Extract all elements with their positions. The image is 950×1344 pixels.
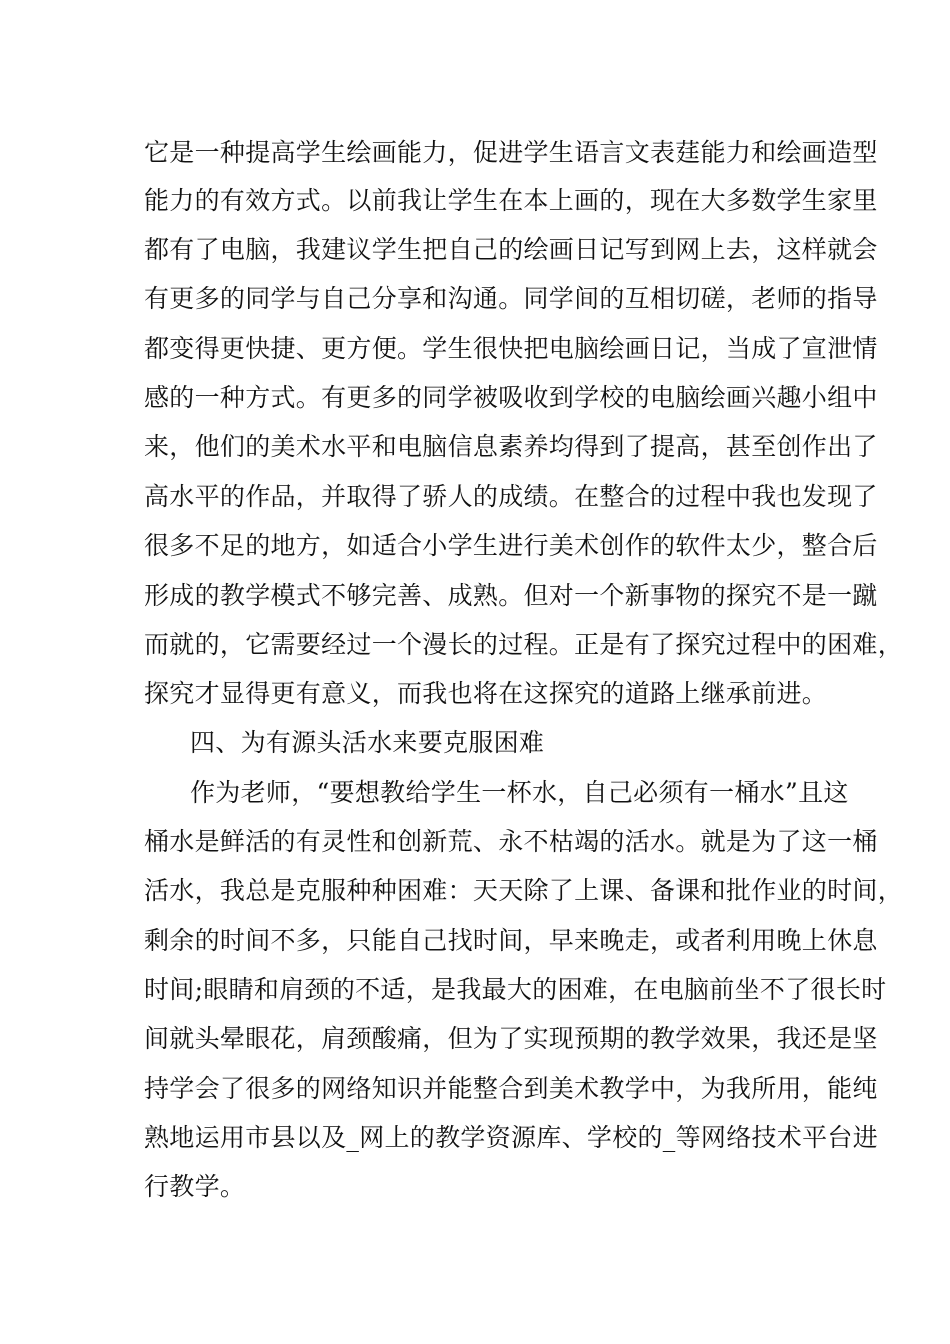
- paragraph-line: 而就的，它需要经过一个漫长的过程。正是有了探究过程中的困难，: [144, 630, 904, 659]
- paragraph-line: 时间;眼睛和肩颈的不适，是我最大的困难，在电脑前坐不了很长时: [144, 975, 887, 1004]
- paragraph-line: 高水平的作品，并取得了骄人的成绩。在整合的过程中我也发现了: [144, 482, 878, 511]
- paragraph-line: 剩余的时间不多，只能自己找时间，早来晚走，或者利用晚上休息: [144, 926, 878, 955]
- paragraph-line: 很多不足的地方，如适合小学生进行美术创作的软件太少，整合后: [144, 531, 878, 560]
- paragraph-line: 间就头晕眼花，肩颈酸痛，但为了实现预期的教学效果，我还是坚: [144, 1024, 878, 1053]
- paragraph-line: 活水，我总是克服种种困难：天天除了上课、备课和批作业的时间，: [144, 876, 904, 905]
- paragraph-line: 熟地运用市县以及_网上的教学资源库、学校的_等网络技术平台进: [144, 1123, 879, 1152]
- paragraph-line: 持学会了很多的网络知识并能整合到美术教学中，为我所用，能纯: [144, 1074, 878, 1103]
- paragraph-line: 它是一种提高学生绘画能力，促进学生语言文表莛能力和绘画造型: [144, 138, 878, 167]
- paragraph-line: 来，他们的美术水平和电脑信息素养均得到了提高，甚至创作出了: [144, 432, 878, 461]
- paragraph-line: 行教学。: [144, 1172, 246, 1201]
- paragraph-line: 形成的教学模式不够完善、成熟。但对一个新事物的探究不是一蹴: [144, 581, 878, 610]
- paragraph-line: 探究才显得更有意义，而我也将在这探究的道路上继承前进。: [144, 679, 828, 708]
- paragraph-line: 能力的有效方式。以前我让学生在本上画的，现在大多数学生家里: [144, 186, 878, 215]
- paragraph-line: 都变得更快捷、更方便。学生很快把电脑绘画日记，当成了宣泄情: [144, 334, 878, 363]
- paragraph-line: 都有了电脑，我建议学生把自己的绘画日记写到网上去，这样就会: [144, 235, 878, 264]
- paragraph-line: 桶水是鲜活的有灵性和创新荒、永不枯竭的活水。就是为了这一桶: [144, 827, 878, 856]
- section-heading: 四、为有源头活水来要克服困难: [190, 728, 545, 757]
- paragraph-line: 感的一种方式。有更多的同学被吸收到学校的电脑绘画兴趣小组中: [144, 383, 878, 412]
- paragraph-line: 有更多的同学与自己分享和沟通。同学间的互相切磋，老师的指导: [144, 284, 878, 313]
- paragraph-line: 作为老师，“要想教给学生一杯水，自己必须有一桶水”且这: [190, 778, 849, 807]
